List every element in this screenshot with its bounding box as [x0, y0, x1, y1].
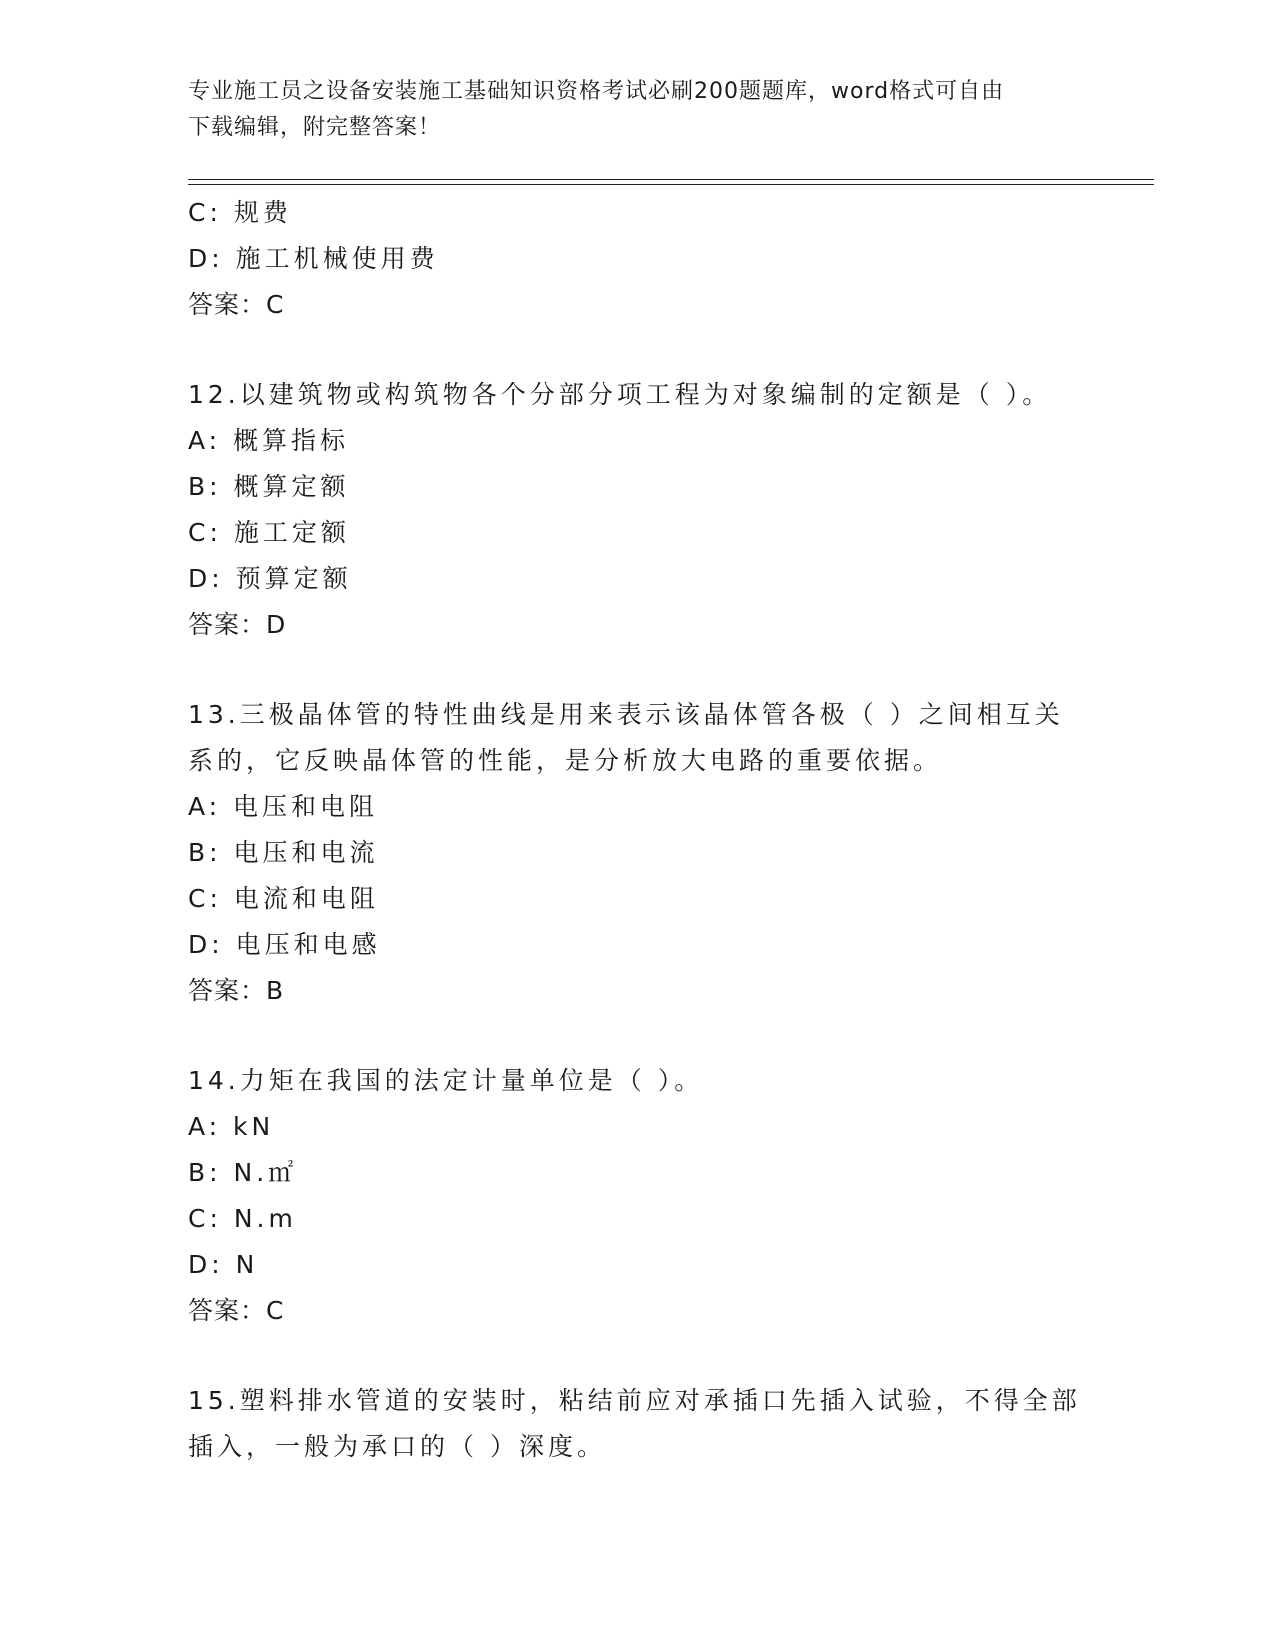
question-text: 15.塑料排水管道的安装时，粘结前应对承插口先插入试验，不得全部 — [188, 1386, 1081, 1415]
header-rule-bottom — [188, 184, 1154, 185]
option-d: D: N — [188, 1250, 259, 1279]
document-header — [188, 74, 1088, 146]
option-d: D: 电压和电感 — [188, 930, 381, 959]
spacer — [188, 328, 1088, 372]
option-c: C: 规费 — [188, 198, 292, 227]
option-c: C: N.m — [188, 1204, 297, 1233]
answer-line: 答案：C — [188, 1296, 285, 1325]
spacer — [188, 1334, 1088, 1378]
question-block-12 — [188, 372, 1088, 648]
option-b: B: N.㎡ — [188, 1158, 298, 1187]
question-text: 14.力矩在我国的法定计量单位是（ ）。 — [188, 1066, 704, 1095]
answer-line: 答案：B — [188, 976, 285, 1005]
question-list — [188, 190, 1088, 1470]
option-a: A: 概算指标 — [188, 426, 350, 455]
header-line-2: 下载编辑，附完整答案！ — [188, 115, 442, 140]
prev-question-block — [188, 190, 1088, 328]
question-block-14 — [188, 1058, 1088, 1334]
question-text-cont: 系的，它反映晶体管的性能，是分析放大电路的重要依据。 — [188, 746, 943, 775]
answer-line: 答案：D — [188, 610, 287, 639]
question-text-cont: 插入，一般为承口的（ ）深度。 — [188, 1432, 606, 1461]
header-rule-top — [188, 179, 1154, 180]
question-text: 12.以建筑物或构筑物各个分部分项工程为对象编制的定额是（ ）。 — [188, 380, 1052, 409]
spacer — [188, 648, 1088, 692]
question-block-13 — [188, 692, 1088, 1014]
option-a: A: kN — [188, 1112, 275, 1141]
answer-line: 答案：C — [188, 290, 285, 319]
question-text: 13.三极晶体管的特性曲线是用来表示该晶体管各极（ ）之间相互关 — [188, 700, 1064, 729]
option-a: A: 电压和电阻 — [188, 792, 379, 821]
option-b: B: 电压和电流 — [188, 838, 379, 867]
question-block-15 — [188, 1378, 1088, 1470]
option-c: C: 施工定额 — [188, 518, 350, 547]
option-b: B: 概算定额 — [188, 472, 350, 501]
spacer — [188, 1014, 1088, 1058]
header-line-1: 专业施工员之设备安装施工基础知识资格考试必刷200题题库，word格式可自由 — [188, 79, 1005, 104]
option-d: D: 预算定额 — [188, 564, 352, 593]
option-c: C: 电流和电阻 — [188, 884, 379, 913]
option-d: D: 施工机械使用费 — [188, 244, 439, 273]
